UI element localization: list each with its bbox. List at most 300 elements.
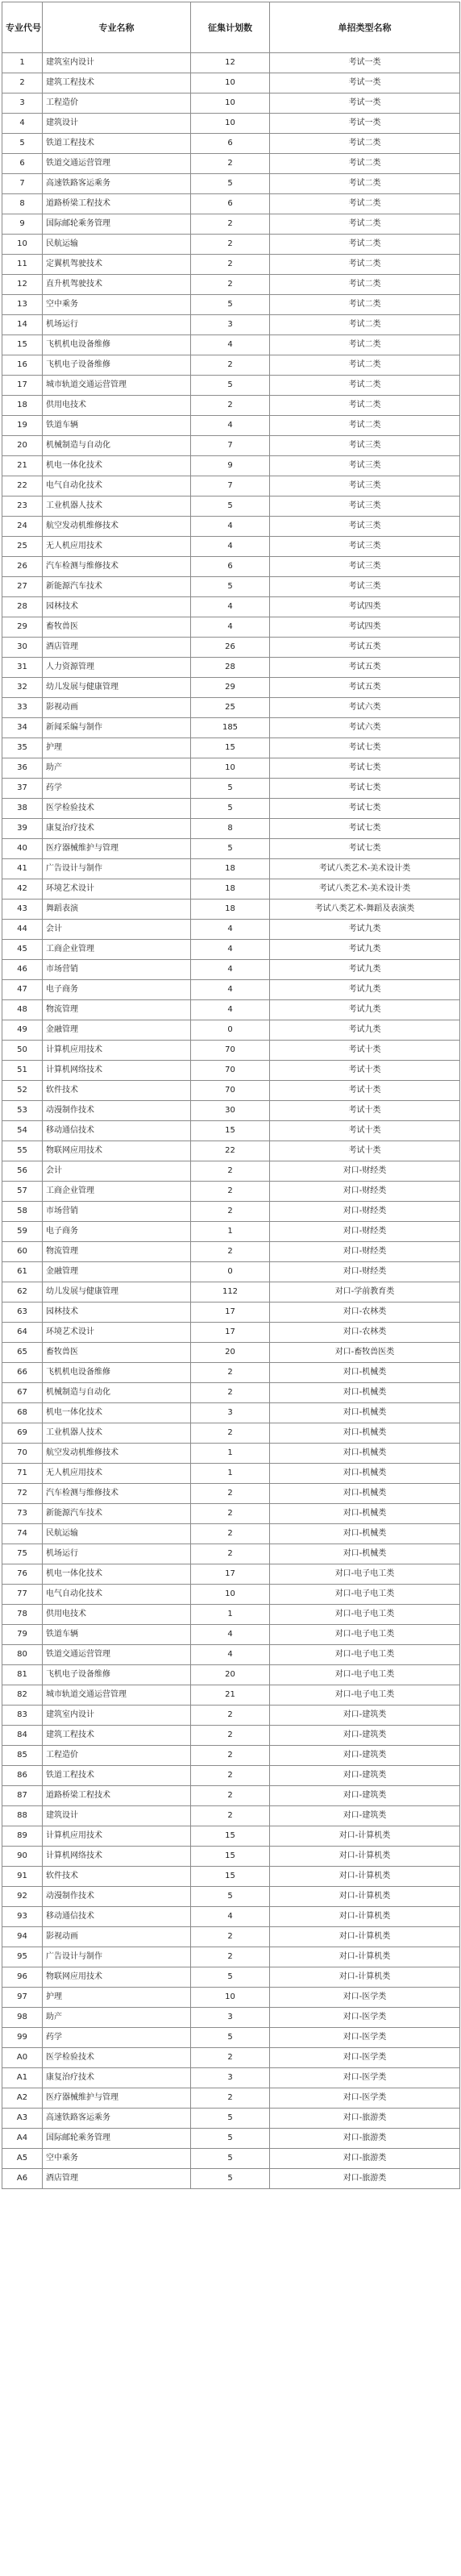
exam-category-cell: 对口-医学类 <box>270 2088 460 2109</box>
plan-count-cell: 4 <box>191 335 270 355</box>
plan-count-cell: 22 <box>191 1141 270 1161</box>
major-code-cell: 73 <box>2 1504 43 1524</box>
table-row <box>2 1484 460 1504</box>
major-code-cell: 92 <box>2 1887 43 1907</box>
major-name-cell: 铁道交通运营管理 <box>43 1645 191 1665</box>
plan-count-cell: 5 <box>191 1887 270 1907</box>
table-row <box>2 900 460 920</box>
plan-count-cell: 17 <box>191 1323 270 1343</box>
table-row <box>2 1786 460 1806</box>
table-row <box>2 275 460 295</box>
plan-count-cell: 2 <box>191 1423 270 1444</box>
major-code-cell: 42 <box>2 879 43 900</box>
plan-count-cell: 5 <box>191 799 270 819</box>
major-code-cell: 25 <box>2 537 43 557</box>
major-code-cell: 7 <box>2 174 43 194</box>
plan-count-cell: 5 <box>191 2109 270 2129</box>
major-code-cell: A4 <box>2 2129 43 2149</box>
exam-category-cell: 考试三类 <box>270 517 460 537</box>
table-row <box>2 1464 460 1484</box>
major-name-cell: 飞机电子设备维修 <box>43 355 191 376</box>
exam-category-cell: 对口-机械类 <box>270 1524 460 1544</box>
table-row <box>2 134 460 154</box>
plan-count-cell: 2 <box>191 396 270 416</box>
major-name-cell: 工程造价 <box>43 93 191 114</box>
table-row <box>2 1544 460 1564</box>
exam-category-cell: 对口-电子电工类 <box>270 1625 460 1645</box>
exam-category-cell: 考试九类 <box>270 980 460 1000</box>
table-row <box>2 960 460 980</box>
plan-count-cell: 21 <box>191 1685 270 1706</box>
major-name-cell: 无人机应用技术 <box>43 1464 191 1484</box>
table-row <box>2 1867 460 1887</box>
plan-count-cell: 4 <box>191 920 270 940</box>
major-code-cell: 20 <box>2 436 43 456</box>
exam-category-cell: 对口-机械类 <box>270 1423 460 1444</box>
plan-count-cell: 2 <box>191 1161 270 1182</box>
major-name-cell: 物联网应用技术 <box>43 1141 191 1161</box>
table-row <box>2 1625 460 1645</box>
plan-count-cell: 5 <box>191 2149 270 2169</box>
exam-category-cell: 考试九类 <box>270 1000 460 1020</box>
table-row <box>2 456 460 476</box>
plan-count-cell: 185 <box>191 718 270 738</box>
table-row <box>2 1585 460 1605</box>
major-code-cell: 10 <box>2 235 43 255</box>
major-name-cell: 酒店管理 <box>43 638 191 658</box>
table-row <box>2 940 460 960</box>
plan-count-cell: 18 <box>191 879 270 900</box>
table-row <box>2 1887 460 1907</box>
major-code-cell: 98 <box>2 2008 43 2028</box>
major-code-cell: 99 <box>2 2028 43 2048</box>
exam-category-cell: 考试二类 <box>270 295 460 315</box>
plan-count-cell: 30 <box>191 1101 270 1121</box>
enrollment-plan-table <box>2 2 460 2189</box>
major-name-cell: 机械制造与自动化 <box>43 1383 191 1403</box>
exam-category-cell: 考试二类 <box>270 355 460 376</box>
exam-category-cell: 对口-电子电工类 <box>270 1605 460 1625</box>
major-code-cell: 29 <box>2 617 43 638</box>
major-code-cell: 37 <box>2 779 43 799</box>
exam-category-cell: 对口-医学类 <box>270 2048 460 2068</box>
table-row <box>2 1202 460 1222</box>
exam-category-cell: 考试十类 <box>270 1121 460 1141</box>
exam-category-cell: 对口-旅游类 <box>270 2169 460 2189</box>
major-code-cell: 38 <box>2 799 43 819</box>
plan-count-cell: 2 <box>191 1726 270 1746</box>
plan-count-cell: 2 <box>191 214 270 235</box>
major-name-cell: 计算机网络技术 <box>43 1061 191 1081</box>
major-name-cell: 药学 <box>43 2028 191 2048</box>
table-row <box>2 295 460 315</box>
table-row <box>2 1383 460 1403</box>
table-row <box>2 2149 460 2169</box>
plan-count-cell: 1 <box>191 1605 270 1625</box>
exam-category-cell: 考试二类 <box>270 235 460 255</box>
major-name-cell: 无人机应用技术 <box>43 537 191 557</box>
plan-count-cell: 10 <box>191 1988 270 2008</box>
exam-category-cell: 考试九类 <box>270 920 460 940</box>
exam-category-cell: 考试七类 <box>270 779 460 799</box>
major-code-cell: 63 <box>2 1303 43 1323</box>
exam-category-cell: 对口-财经类 <box>270 1222 460 1242</box>
plan-count-cell: 4 <box>191 1645 270 1665</box>
major-name-cell: 机场运行 <box>43 1544 191 1564</box>
table-row <box>2 1444 460 1464</box>
major-name-cell: 定翼机驾驶技术 <box>43 255 191 275</box>
major-code-cell: 15 <box>2 335 43 355</box>
major-name-cell: 新能源汽车技术 <box>43 1504 191 1524</box>
table-row <box>2 1020 460 1041</box>
major-code-cell: 6 <box>2 154 43 174</box>
exam-category-cell: 考试三类 <box>270 497 460 517</box>
major-code-cell: 53 <box>2 1101 43 1121</box>
plan-count-cell: 3 <box>191 2008 270 2028</box>
plan-count-cell: 2 <box>191 1706 270 1726</box>
table-row <box>2 1967 460 1988</box>
major-code-cell: A2 <box>2 2088 43 2109</box>
exam-category-cell: 对口-旅游类 <box>270 2129 460 2149</box>
table-row <box>2 678 460 698</box>
major-code-cell: 91 <box>2 1867 43 1887</box>
exam-category-cell: 考试十类 <box>270 1061 460 1081</box>
major-code-cell: 67 <box>2 1383 43 1403</box>
table-row <box>2 1242 460 1262</box>
major-code-cell: 87 <box>2 1786 43 1806</box>
plan-count-cell: 5 <box>191 1967 270 1988</box>
table-row <box>2 758 460 779</box>
exam-category-cell: 对口-财经类 <box>270 1202 460 1222</box>
major-name-cell: 供用电技术 <box>43 396 191 416</box>
major-code-cell: A3 <box>2 2109 43 2129</box>
plan-count-cell: 6 <box>191 134 270 154</box>
major-name-cell: 物流管理 <box>43 1242 191 1262</box>
header-major-name: 专业名称 <box>43 2 191 53</box>
major-name-cell: 园林技术 <box>43 597 191 617</box>
exam-category-cell: 考试七类 <box>270 839 460 859</box>
table-row <box>2 799 460 819</box>
major-name-cell: 建筑室内设计 <box>43 1706 191 1726</box>
plan-count-cell: 5 <box>191 779 270 799</box>
table-row <box>2 517 460 537</box>
major-code-cell: 65 <box>2 1343 43 1363</box>
exam-category-cell: 对口-计算机类 <box>270 1947 460 1967</box>
plan-count-cell: 2 <box>191 1383 270 1403</box>
major-name-cell: 市场营销 <box>43 1202 191 1222</box>
exam-category-cell: 考试一类 <box>270 73 460 93</box>
table-row <box>2 1081 460 1101</box>
major-code-cell: 60 <box>2 1242 43 1262</box>
major-name-cell: 影视动画 <box>43 698 191 718</box>
exam-category-cell: 对口-机械类 <box>270 1444 460 1464</box>
major-name-cell: 建筑设计 <box>43 114 191 134</box>
exam-category-cell: 考试二类 <box>270 335 460 355</box>
exam-category-cell: 考试十类 <box>270 1081 460 1101</box>
plan-count-cell: 4 <box>191 980 270 1000</box>
table-row <box>2 376 460 396</box>
major-code-cell: 84 <box>2 1726 43 1746</box>
table-body <box>2 53 460 2189</box>
exam-category-cell: 对口-机械类 <box>270 1504 460 1524</box>
major-name-cell: 铁道工程技术 <box>43 134 191 154</box>
major-name-cell: 电子商务 <box>43 980 191 1000</box>
plan-count-cell: 70 <box>191 1061 270 1081</box>
major-name-cell: 飞机机电设备维修 <box>43 335 191 355</box>
plan-count-cell: 4 <box>191 537 270 557</box>
major-code-cell: 45 <box>2 940 43 960</box>
major-code-cell: 28 <box>2 597 43 617</box>
major-code-cell: 56 <box>2 1161 43 1182</box>
major-code-cell: 21 <box>2 456 43 476</box>
major-code-cell: A1 <box>2 2068 43 2088</box>
exam-category-cell: 对口-计算机类 <box>270 1826 460 1847</box>
table-row <box>2 1403 460 1423</box>
table-row <box>2 2008 460 2028</box>
table-row <box>2 396 460 416</box>
plan-count-cell: 6 <box>191 557 270 577</box>
exam-category-cell: 考试二类 <box>270 416 460 436</box>
major-name-cell: 工商企业管理 <box>43 940 191 960</box>
exam-category-cell: 考试二类 <box>270 315 460 335</box>
major-code-cell: 72 <box>2 1484 43 1504</box>
table-row <box>2 1141 460 1161</box>
exam-category-cell: 考试九类 <box>270 960 460 980</box>
table-row <box>2 2088 460 2109</box>
table-row <box>2 577 460 597</box>
header-plan-count: 征集计划数 <box>191 2 270 53</box>
plan-count-cell: 7 <box>191 436 270 456</box>
table-row <box>2 1605 460 1625</box>
header-major-code: 专业代号 <box>2 2 43 53</box>
table-row <box>2 1685 460 1706</box>
exam-category-cell: 对口-计算机类 <box>270 1887 460 1907</box>
exam-category-cell: 考试八类艺术-美术设计类 <box>270 879 460 900</box>
exam-category-cell: 考试二类 <box>270 134 460 154</box>
exam-category-cell: 考试五类 <box>270 678 460 698</box>
major-name-cell: 建筑室内设计 <box>43 53 191 73</box>
major-code-cell: 17 <box>2 376 43 396</box>
table-row <box>2 779 460 799</box>
major-name-cell: 机电一体化技术 <box>43 1564 191 1585</box>
exam-category-cell: 对口-建筑类 <box>270 1786 460 1806</box>
major-code-cell: 22 <box>2 476 43 497</box>
major-code-cell: 59 <box>2 1222 43 1242</box>
major-name-cell: 会计 <box>43 1161 191 1182</box>
major-code-cell: 26 <box>2 557 43 577</box>
major-name-cell: 人力资源管理 <box>43 658 191 678</box>
major-name-cell: 畜牧兽医 <box>43 1343 191 1363</box>
major-name-cell: 计算机应用技术 <box>43 1041 191 1061</box>
exam-category-cell: 对口-计算机类 <box>270 1967 460 1988</box>
exam-category-cell: 对口-电子电工类 <box>270 1665 460 1685</box>
exam-category-cell: 考试十类 <box>270 1141 460 1161</box>
exam-category-cell: 考试七类 <box>270 758 460 779</box>
major-name-cell: 机场运行 <box>43 315 191 335</box>
plan-count-cell: 4 <box>191 517 270 537</box>
major-code-cell: 79 <box>2 1625 43 1645</box>
exam-category-cell: 对口-学前教育类 <box>270 1282 460 1303</box>
table-row <box>2 174 460 194</box>
major-name-cell: 影视动画 <box>43 1927 191 1947</box>
exam-category-cell: 对口-计算机类 <box>270 1907 460 1927</box>
table-row <box>2 1222 460 1242</box>
table-row <box>2 1927 460 1947</box>
major-name-cell: 建筑设计 <box>43 1806 191 1826</box>
major-name-cell: 药学 <box>43 779 191 799</box>
table-row <box>2 859 460 879</box>
plan-count-cell: 10 <box>191 73 270 93</box>
exam-category-cell: 考试七类 <box>270 799 460 819</box>
major-code-cell: 75 <box>2 1544 43 1564</box>
plan-count-cell: 3 <box>191 1403 270 1423</box>
major-code-cell: 95 <box>2 1947 43 1967</box>
plan-count-cell: 9 <box>191 456 270 476</box>
table-row <box>2 1746 460 1766</box>
major-code-cell: 41 <box>2 859 43 879</box>
major-name-cell: 市场营销 <box>43 960 191 980</box>
plan-count-cell: 2 <box>191 2048 270 2068</box>
plan-count-cell: 10 <box>191 758 270 779</box>
major-name-cell: 机电一体化技术 <box>43 1403 191 1423</box>
major-name-cell: 民航运输 <box>43 1524 191 1544</box>
table-row <box>2 1826 460 1847</box>
major-name-cell: 铁道交通运营管理 <box>43 154 191 174</box>
plan-count-cell: 4 <box>191 1625 270 1645</box>
major-name-cell: 医疗器械维护与管理 <box>43 2088 191 2109</box>
plan-count-cell: 5 <box>191 376 270 396</box>
major-code-cell: A6 <box>2 2169 43 2189</box>
table-row <box>2 1323 460 1343</box>
major-code-cell: 52 <box>2 1081 43 1101</box>
major-code-cell: 74 <box>2 1524 43 1544</box>
major-code-cell: 62 <box>2 1282 43 1303</box>
table-row <box>2 1423 460 1444</box>
exam-category-cell: 对口-机械类 <box>270 1383 460 1403</box>
major-name-cell: 软件技术 <box>43 1081 191 1101</box>
major-code-cell: 48 <box>2 1000 43 1020</box>
major-code-cell: 97 <box>2 1988 43 2008</box>
major-name-cell: 工业机器人技术 <box>43 497 191 517</box>
plan-count-cell: 5 <box>191 2028 270 2048</box>
exam-category-cell: 考试二类 <box>270 194 460 214</box>
table-row <box>2 879 460 900</box>
table-row <box>2 2129 460 2149</box>
table-row <box>2 2048 460 2068</box>
plan-count-cell: 2 <box>191 1806 270 1826</box>
major-code-cell: 93 <box>2 1907 43 1927</box>
major-code-cell: 33 <box>2 698 43 718</box>
table-row <box>2 355 460 376</box>
table-row <box>2 1041 460 1061</box>
major-code-cell: 35 <box>2 738 43 758</box>
major-code-cell: 51 <box>2 1061 43 1081</box>
major-code-cell: 54 <box>2 1121 43 1141</box>
major-code-cell: 23 <box>2 497 43 517</box>
table-row <box>2 1000 460 1020</box>
exam-category-cell: 考试一类 <box>270 93 460 114</box>
table-row <box>2 1121 460 1141</box>
plan-count-cell: 17 <box>191 1564 270 1585</box>
table-row <box>2 114 460 134</box>
major-name-cell: 道路桥梁工程技术 <box>43 1786 191 1806</box>
major-code-cell: 18 <box>2 396 43 416</box>
table-row <box>2 537 460 557</box>
major-code-cell: 81 <box>2 1665 43 1685</box>
plan-count-cell: 70 <box>191 1081 270 1101</box>
exam-category-cell: 对口-计算机类 <box>270 1927 460 1947</box>
major-code-cell: 86 <box>2 1766 43 1786</box>
exam-category-cell: 对口-机械类 <box>270 1363 460 1383</box>
major-name-cell: 电气自动化技术 <box>43 1585 191 1605</box>
plan-count-cell: 3 <box>191 2068 270 2088</box>
plan-count-cell: 2 <box>191 1504 270 1524</box>
table-row <box>2 738 460 758</box>
plan-count-cell: 2 <box>191 1484 270 1504</box>
major-name-cell: 航空发动机维修技术 <box>43 517 191 537</box>
plan-count-cell: 2 <box>191 2088 270 2109</box>
major-code-cell: 30 <box>2 638 43 658</box>
major-code-cell: 32 <box>2 678 43 698</box>
major-name-cell: 电子商务 <box>43 1222 191 1242</box>
major-name-cell: 供用电技术 <box>43 1605 191 1625</box>
plan-count-cell: 2 <box>191 1182 270 1202</box>
table-row <box>2 2169 460 2189</box>
table-row <box>2 1947 460 1967</box>
plan-count-cell: 2 <box>191 1544 270 1564</box>
exam-category-cell: 考试四类 <box>270 617 460 638</box>
major-name-cell: 园林技术 <box>43 1303 191 1323</box>
table-row <box>2 597 460 617</box>
table-row <box>2 819 460 839</box>
major-code-cell: 31 <box>2 658 43 678</box>
exam-category-cell: 考试五类 <box>270 658 460 678</box>
major-name-cell: 直升机驾驶技术 <box>43 275 191 295</box>
plan-count-cell: 10 <box>191 114 270 134</box>
major-name-cell: 广告设计与制作 <box>43 859 191 879</box>
table-row <box>2 1726 460 1746</box>
exam-category-cell: 对口-机械类 <box>270 1403 460 1423</box>
exam-category-cell: 对口-建筑类 <box>270 1726 460 1746</box>
exam-category-cell: 考试九类 <box>270 1020 460 1041</box>
major-code-cell: 80 <box>2 1645 43 1665</box>
major-code-cell: 64 <box>2 1323 43 1343</box>
major-code-cell: A0 <box>2 2048 43 2068</box>
table-row <box>2 980 460 1000</box>
major-code-cell: 68 <box>2 1403 43 1423</box>
major-code-cell: 70 <box>2 1444 43 1464</box>
plan-count-cell: 4 <box>191 1000 270 1020</box>
table-row <box>2 1806 460 1826</box>
plan-count-cell: 15 <box>191 1121 270 1141</box>
exam-category-cell: 对口-农林类 <box>270 1303 460 1323</box>
plan-count-cell: 2 <box>191 1202 270 1222</box>
plan-count-cell: 5 <box>191 2169 270 2189</box>
table-row <box>2 194 460 214</box>
exam-category-cell: 对口-建筑类 <box>270 1706 460 1726</box>
table-row <box>2 1706 460 1726</box>
plan-count-cell: 15 <box>191 738 270 758</box>
major-code-cell: 16 <box>2 355 43 376</box>
exam-category-cell: 考试三类 <box>270 577 460 597</box>
exam-category-cell: 对口-电子电工类 <box>270 1685 460 1706</box>
exam-category-cell: 考试三类 <box>270 537 460 557</box>
major-name-cell: 新闻采编与制作 <box>43 718 191 738</box>
table-row <box>2 839 460 859</box>
plan-count-cell: 15 <box>191 1867 270 1887</box>
table-row <box>2 1847 460 1867</box>
table-row <box>2 1363 460 1383</box>
